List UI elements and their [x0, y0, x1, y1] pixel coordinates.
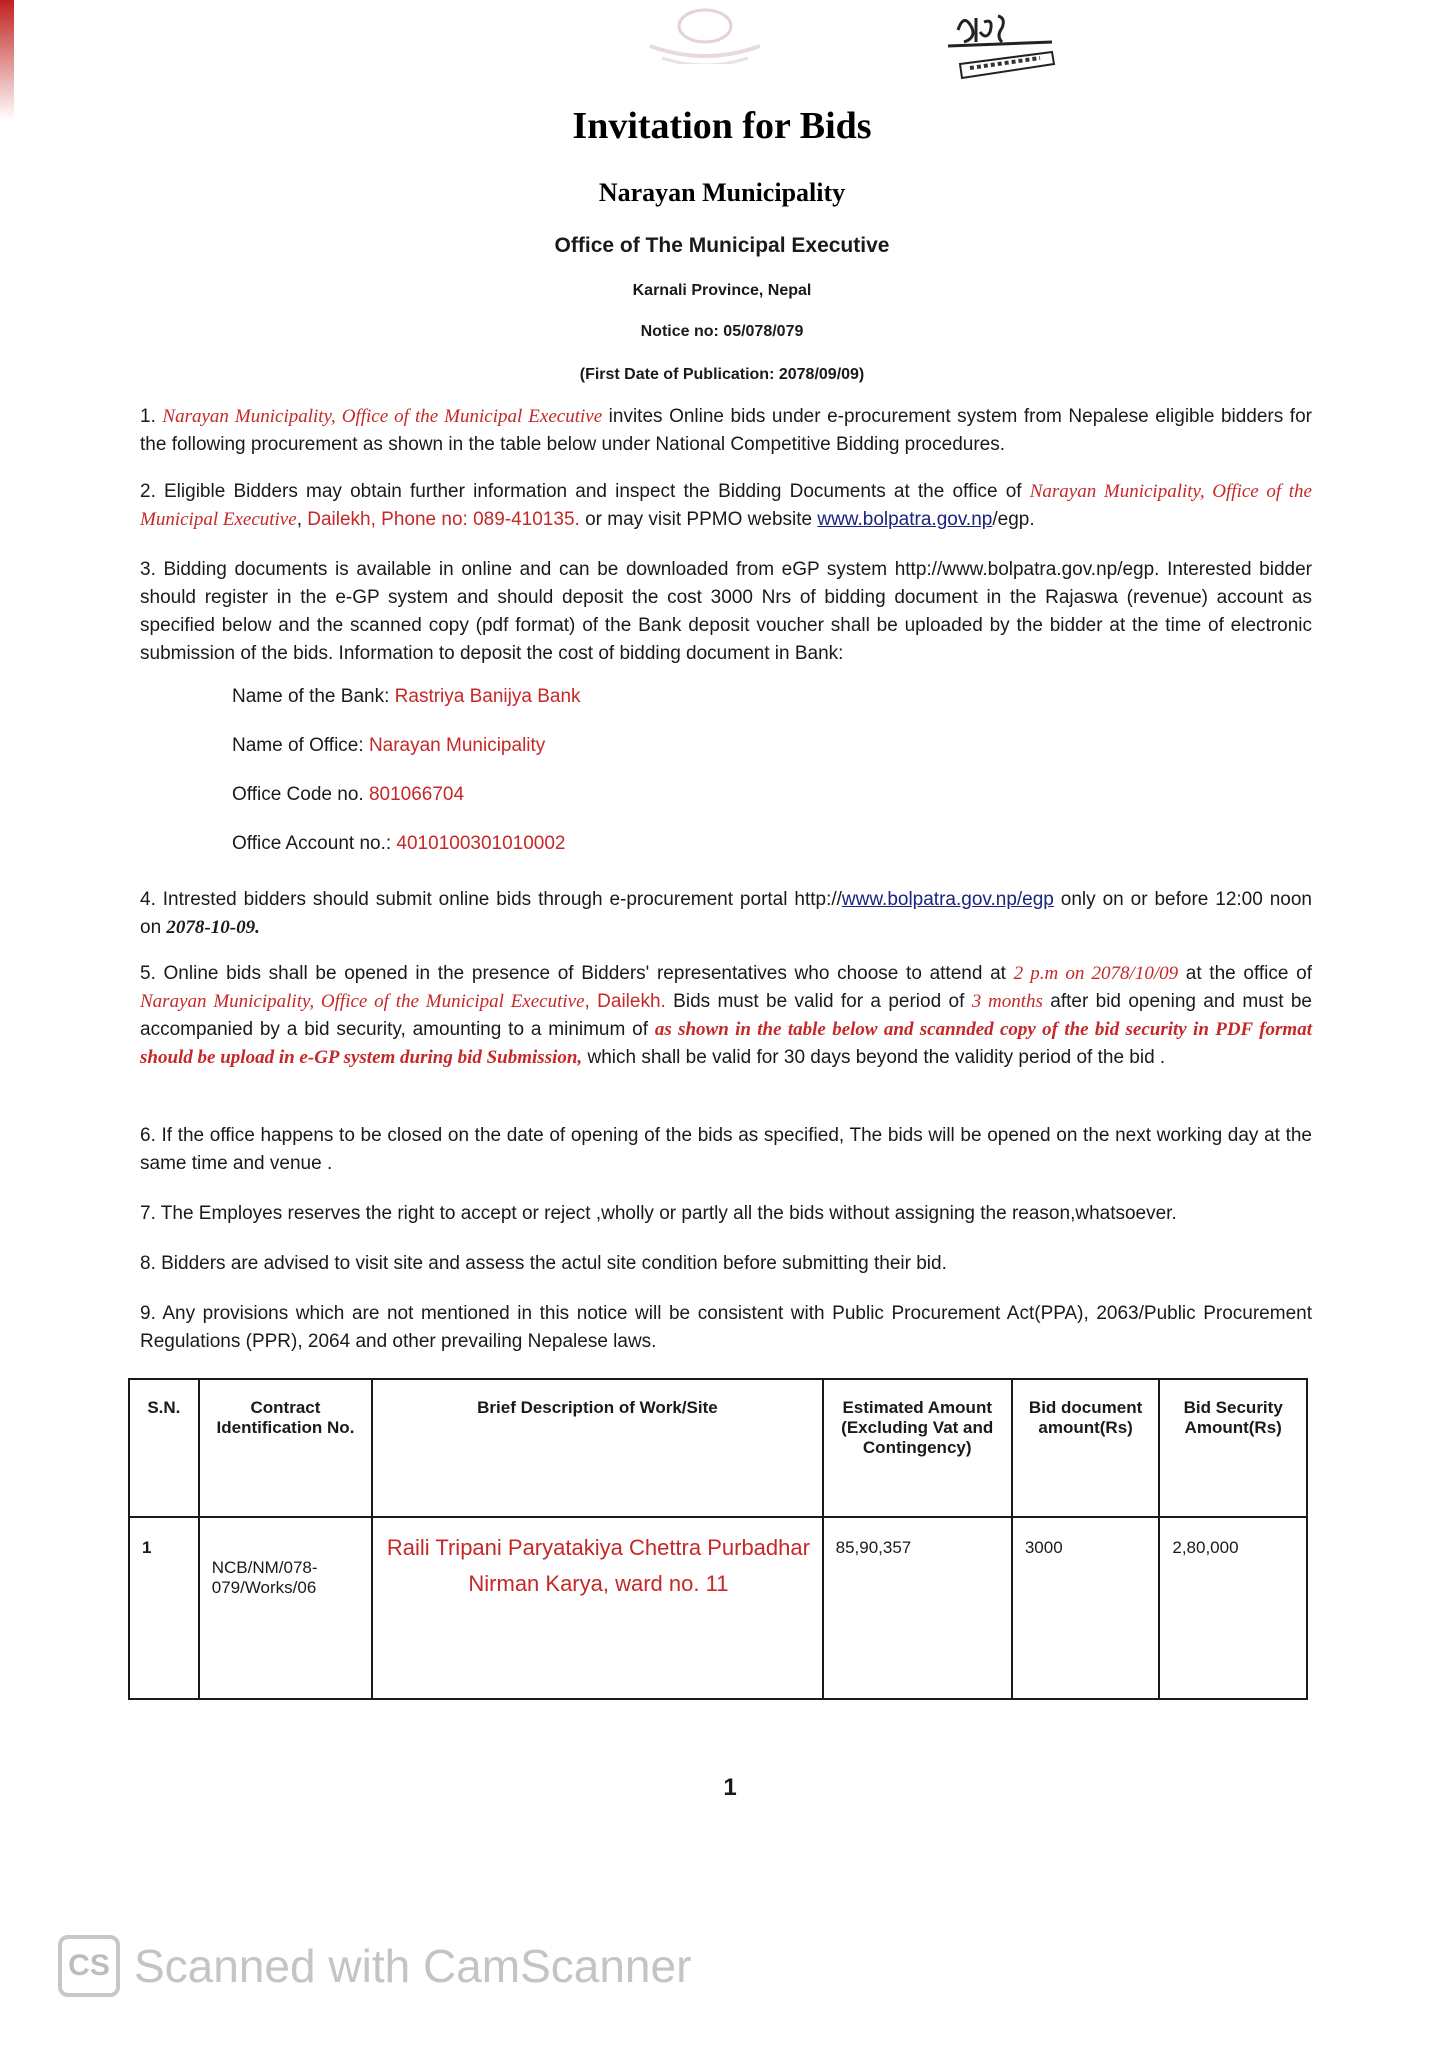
handwritten-mark-stamp	[940, 6, 1060, 90]
cell-bid-security: 2,80,000	[1159, 1517, 1307, 1699]
camscanner-logo-icon: CS	[58, 1935, 120, 1997]
ppmo-link[interactable]: www.bolpatra.gov.np	[817, 509, 993, 530]
camscanner-watermark	[58, 1935, 691, 1997]
office-account-line: Office Account no.: 4010100301010002	[232, 833, 566, 854]
col-header-bid-security: Bid Security Amount(Rs)	[1159, 1379, 1307, 1517]
col-header-contract: Contract Identification No.	[199, 1379, 372, 1517]
notice-number: Notice no: 05/078/079	[640, 323, 804, 340]
table-row	[129, 1517, 1307, 1699]
paragraph-9: 9. Any provisions which are not mentioned in this notice will be consistent with Public Procurement Act(PPA), 2063/Public Procurement Regulations (PPR), 2064 and other prevailing Nepalese laws.	[140, 1303, 1312, 1352]
paragraph-6: 6. If the office happens to be closed on the date of opening of the bids as specified, The bids will be opened on the next working day at the same time and venue .	[140, 1125, 1312, 1174]
office-code-line: Office Code no. 801066704	[232, 784, 465, 805]
office-name-line: Name of Office: Narayan Municipality	[232, 735, 546, 756]
publication-date: (First Date of Publication: 2078/09/09)	[579, 366, 865, 383]
cell-description: Raili Tripani Paryatakiya Chettra Purbadhar Nirman Karya, ward no. 11	[372, 1517, 822, 1699]
paragraph-3: 3. Bidding documents is available in online and can be downloaded from eGP system http://www.bolpatra.gov.np/egp. Interested bidder should register in the e-GP system and should deposit the cost 3000 Nrs of bidding document in the Rajaswa (revenue) account as specified below and the scanned copy (pdf format) of the Bank deposit voucher shall be uploaded by the bidder at the time of electronic submission of the bids. Information to deposit the cost of bidding document in Bank:	[140, 559, 1312, 664]
cell-sn: 1	[129, 1517, 199, 1699]
paragraph-5: 5. Online bids shall be opened in the presence of Bidders' representatives who choose to attend at 2 p.m on 2078/10/09 at the office of Narayan Municipality, Office of the Municipal Executive, Dailekh. Bids must be valid for a period of 3 months after bid opening and must be accompanied by a bid security, amounting to a minimum of as shown in the table below and scannded copy of the bid security in PDF format should be upload in e-GP system during bid Submission, which shall be valid for 30 days beyond the validity period of the bid .	[140, 963, 1313, 1068]
document-title: Invitation for Bids	[572, 105, 872, 147]
municipality-name: Narayan Municipality	[598, 178, 846, 207]
cell-bid-document: 3000	[1012, 1517, 1160, 1699]
egp-link[interactable]: www.bolpatra.gov.np/egp	[841, 889, 1054, 910]
col-header-description: Brief Description of Work/Site	[372, 1379, 822, 1517]
col-header-sn: S.N.	[129, 1379, 199, 1517]
paragraph-7: 7. The Employes reserves the right to accept or reject ,wholly or partly all the bids without assigning the reason,whatsoever.	[140, 1203, 1177, 1224]
watermark-text: Scanned with CamScanner	[134, 1940, 692, 1992]
paragraph-8: 8. Bidders are advised to visit site and assess the actul site condition before submitting their bid.	[140, 1253, 947, 1274]
bids-table	[128, 1378, 1308, 1700]
col-header-estimated: Estimated Amount (Excluding Vat and Contingency)	[823, 1379, 1012, 1517]
paragraph-1: 1. Narayan Municipality, Office of the Municipal Executive invites Online bids under e-procurement system from Nepalese eligible bidders for the following procurement as shown in the table below under National Competitive Bidding procedures.	[140, 406, 1312, 455]
paragraph-4: 4. Intrested bidders should submit online bids through e-procurement portal http://www.bolpatra.gov.np/egp only on or before 12:00 noon on 2078-10-09.	[140, 889, 1312, 938]
cell-estimated: 85,90,357	[823, 1517, 1012, 1699]
faded-seal-stamp	[640, 6, 770, 64]
office-name: Office of The Municipal Executive	[554, 234, 890, 257]
org-name: Narayan Municipality, Office of the Municipal Executive	[162, 406, 603, 427]
bank-name-line: Name of the Bank: Rastriya Banijya Bank	[232, 686, 581, 707]
paragraph-2: 2. Eligible Bidders may obtain further information and inspect the Bidding Documents at the office of Narayan Municipality, Office of the Municipal Executive, Dailekh, Phone no: 089-410135. or may visit PPMO website www.bolpatra.gov.np/egp.	[140, 481, 1312, 530]
page-number: 1	[723, 1774, 737, 1801]
cell-contract: NCB/NM/078-079/Works/06	[199, 1517, 372, 1699]
province-line: Karnali Province, Nepal	[632, 282, 812, 299]
col-header-bid-document: Bid document amount(Rs)	[1012, 1379, 1160, 1517]
red-page-edge	[0, 0, 14, 120]
table-header-row	[129, 1379, 1307, 1517]
